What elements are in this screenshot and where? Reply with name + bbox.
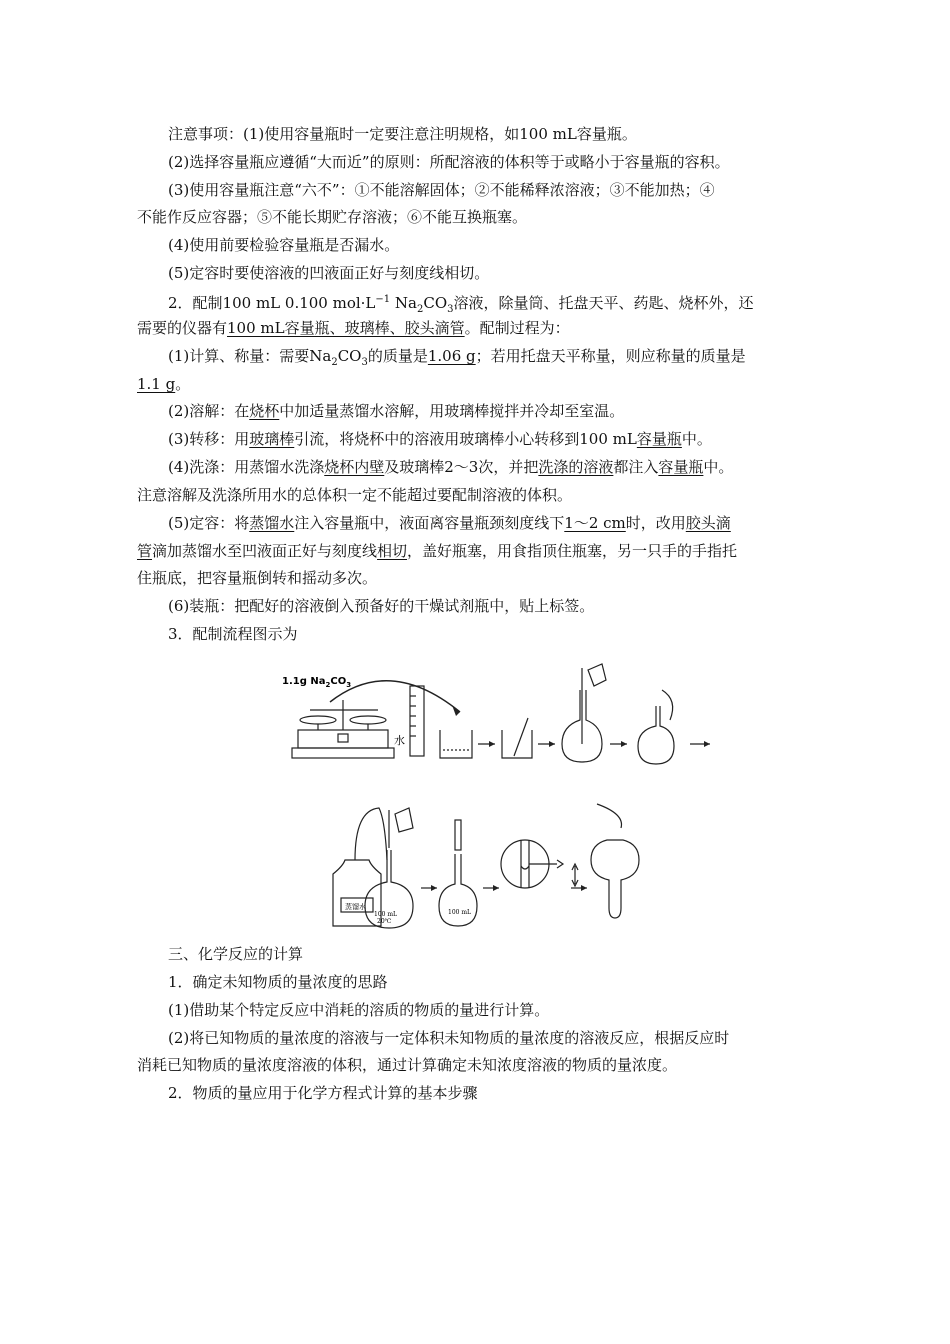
transfer-flask-icon bbox=[562, 664, 606, 762]
note-3b: 不能作反应容器；⑤不能长期贮存溶液；⑥不能互换瓶塞。 bbox=[137, 208, 528, 226]
step-bottle: (6)装瓶：把配好的溶液倒入预备好的干燥试剂瓶中，贴上标签。 bbox=[168, 597, 595, 615]
step-dissolve: (2)溶解：在烧杯中加适量蒸馏水溶解，用玻璃棒搅拌并冷却至室温。 bbox=[168, 402, 625, 420]
note-5: (5)定容时要使溶液的凹液面正好与刻度线相切。 bbox=[168, 264, 490, 282]
part-3-point-1: (1)借助某个特定反应中消耗的溶质的物质的量进行计算。 bbox=[168, 1001, 550, 1019]
swirl-flask-icon bbox=[638, 690, 674, 764]
step-wash: (4)洗涤：用蒸馏水洗涤烧杯内壁及玻璃棒2～3次，并把洗涤的溶液都注入容量瓶中。 bbox=[168, 458, 734, 476]
step-fix-volume-cont: 管滴加蒸馏水至凹液面正好与刻度线相切，盖好瓶塞，用食指顶住瓶塞，另一只手的手指托 bbox=[137, 542, 738, 560]
flow-diagram-row-2 bbox=[325, 800, 645, 935]
invert-flask-icon bbox=[572, 804, 639, 918]
part-3-item-1: 1．确定未知物质的量浓度的思路 bbox=[168, 973, 388, 991]
graduated-cylinder-icon bbox=[410, 686, 424, 756]
section-2-instruments: 需要的仪器有100 mL容量瓶、玻璃棒、胶头滴管。配制过程为： bbox=[137, 319, 570, 337]
part-3-item-2: 2．物质的量应用于化学方程式计算的基本步骤 bbox=[168, 1084, 478, 1102]
note-1: 注意事项：(1)使用容量瓶时一定要注意注明规格，如100 mL容量瓶。 bbox=[168, 125, 637, 143]
part-3-point-2b: 消耗已知物质的量浓度溶液的体积，通过计算确定未知浓度溶液的物质的量浓度。 bbox=[137, 1056, 678, 1074]
volumetric-flask-icon bbox=[365, 808, 413, 928]
step-fix-volume-cont2: 住瓶底，把容量瓶倒转和摇动多次。 bbox=[137, 569, 378, 587]
svg-text:水: 水 bbox=[394, 734, 405, 747]
part-3-heading: 三、化学反应的计算 bbox=[168, 945, 304, 963]
flow-diagram-row-1 bbox=[282, 660, 720, 780]
stirring-beaker-icon bbox=[502, 718, 532, 758]
step-calculate-cont: 1.1 g。 bbox=[137, 375, 191, 393]
step-transfer: (3)转移：用玻璃棒引流，将烧杯中的溶液用玻璃棒小心转移到100 mL容量瓶中。 bbox=[168, 430, 712, 448]
note-4: (4)使用前要检验容量瓶是否漏水。 bbox=[168, 236, 400, 254]
svg-text:20℃: 20℃ bbox=[377, 918, 392, 925]
step-wash-note: 注意溶解及洗涤所用水的总体积一定不能超过要配制溶液的体积。 bbox=[137, 486, 573, 504]
section-2-intro: 2．配制100 mL 0.100 $mol\cdot L^{-1}$ $Na_2CO_3$溶液，除量筒、托盘天平、药匙、烧杯外，还 bbox=[168, 294, 754, 315]
svg-text:1.1g Na2CO3: 1.1g $Na_2CO_3$ bbox=[282, 676, 352, 689]
note-3a: (3)使用容量瓶注意“六不”：①不能溶解固体；②不能稀释浓溶液；③不能加热；④ bbox=[168, 181, 715, 199]
balance-icon bbox=[292, 700, 394, 758]
section-3-title: 3．配制流程图示为 bbox=[168, 625, 298, 643]
beaker-icon bbox=[440, 730, 472, 758]
svg-text:100 mL: 100 mL bbox=[374, 911, 398, 918]
step-calculate: (1)计算、称量：需要$Na_2CO_3$的质量是1.06 g；若用托盘天平称量，则应称量的质量是 bbox=[168, 347, 746, 368]
meniscus-detail-icon bbox=[501, 840, 563, 888]
svg-text:蒸馏水: 蒸馏水 bbox=[345, 903, 366, 911]
part-3-point-2a: (2)将已知物质的量浓度的溶液与一定体积未知物质的量浓度的溶液反应，根据反应时 bbox=[168, 1029, 730, 1047]
note-2: (2)选择容量瓶应遵循“大而近”的原则：所配溶液的体积等于或略小于容量瓶的容积。 bbox=[168, 153, 730, 171]
svg-text:100 mL: 100 mL bbox=[448, 909, 472, 916]
step-fix-volume: (5)定容：将蒸馏水注入容量瓶中，液面离容量瓶颈刻度线下1～2 cm时，改用胶头滴 bbox=[168, 514, 731, 532]
